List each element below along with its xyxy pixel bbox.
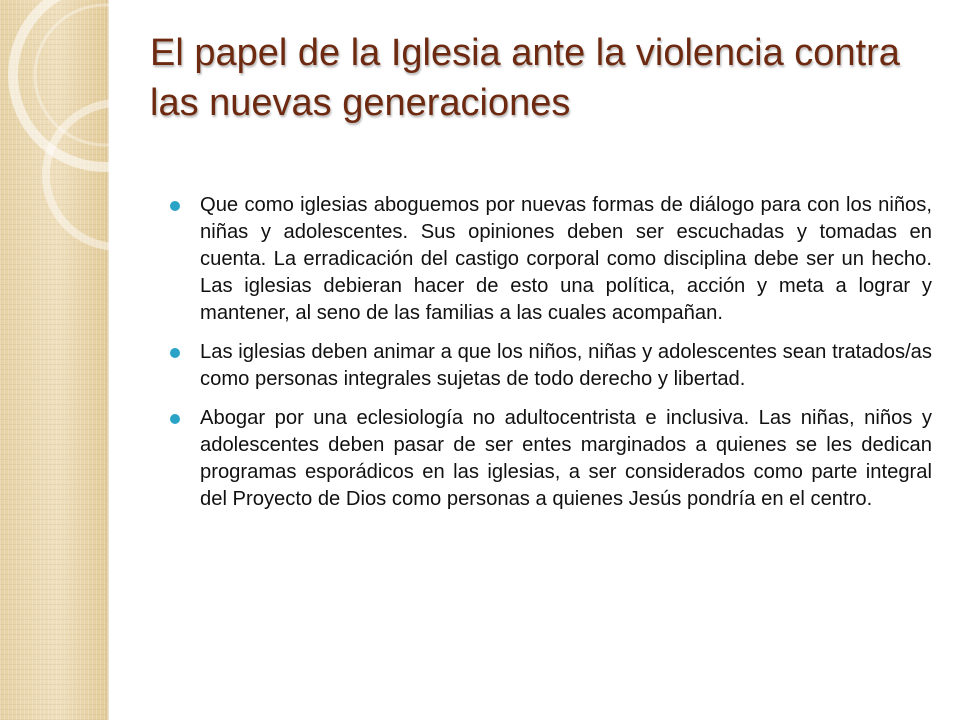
bullet-text: Abogar por una eclesiología no adultocentrista e inclusiva. Las niñas, niños y adolescentes deben pasar de ser entes marginados a quienes se les dedican programas esporádicos en las iglesias, a ser considerados como parte integral del Proyecto de Dios como personas a quienes Jesús pondría en el centro. [200,407,932,510]
bullet-list [170,192,932,525]
bullet-marker-icon [170,348,180,358]
bullet-item [170,405,932,513]
bullet-marker-icon [170,414,180,424]
bullet-text: Las iglesias deben animar a que los niños, niñas y adolescentes sean tratados/as como personas integrales sujetas de todo derecho y libertad. [200,341,932,390]
bullet-item [170,339,932,393]
bullet-item [170,192,932,327]
bullet-text: Que como iglesias aboguemos por nuevas formas de diálogo para con los niños, niñas y adolescentes. Sus opiniones deben ser escuchadas y tomadas en cuenta. La erradicación del castigo corporal como disciplina debe ser un hecho. Las iglesias debieran hacer de esto una política, acción y meta a lograr y mantener, al seno de las familias a las cuales acompañan. [200,194,932,324]
slide-title: El papel de la Iglesia ante la violencia contra las nuevas generaciones [150,32,900,124]
bullet-marker-icon [170,201,180,211]
